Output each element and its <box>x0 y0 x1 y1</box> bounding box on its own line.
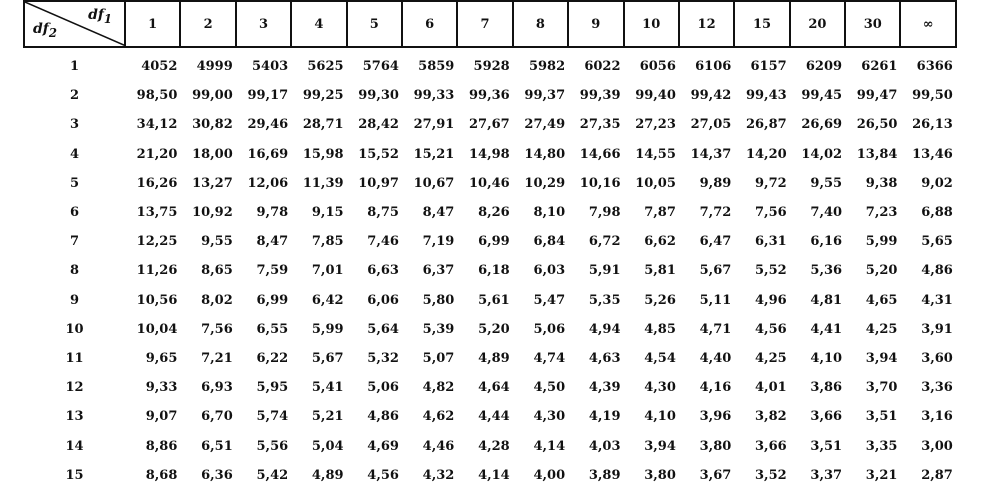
table-row <box>24 461 956 490</box>
table-cell: 5,67 <box>699 263 732 279</box>
table-cell: 5859 <box>418 59 455 75</box>
table-row <box>24 286 956 315</box>
table-cell: 6,84 <box>533 234 566 250</box>
table-cell: 99,43 <box>745 88 787 104</box>
table-cell: 5,56 <box>256 438 289 454</box>
table-cell: 4,85 <box>644 321 676 337</box>
table-cell: 28,71 <box>302 117 344 133</box>
table-cell: 3,51 <box>865 409 898 425</box>
table-cell: 7,59 <box>256 263 289 279</box>
table-cell: 14,20 <box>745 146 787 162</box>
table-body <box>24 47 956 490</box>
table-cell: 4,65 <box>865 292 898 308</box>
table-row <box>24 256 956 285</box>
table-cell: 99,36 <box>469 88 510 104</box>
table-cell: 4,19 <box>588 409 621 425</box>
column-header: 30 <box>845 1 900 47</box>
table-cell: 9,33 <box>145 380 178 396</box>
table-cell: 5,39 <box>422 321 455 337</box>
table-cell: 99,40 <box>635 88 676 104</box>
table-cell: 8,75 <box>367 205 399 221</box>
table-cell: 6,55 <box>256 321 289 337</box>
table-row <box>24 402 956 431</box>
table-row <box>24 373 956 402</box>
row-header: 5 <box>69 175 80 191</box>
table-cell: 99,37 <box>524 88 566 104</box>
table-cell: 3,66 <box>755 438 787 454</box>
row-header: 3 <box>69 117 80 133</box>
table-cell: 18,00 <box>192 146 233 162</box>
table-cell: 6056 <box>639 59 676 75</box>
table-cell: 4,62 <box>422 409 455 425</box>
table-cell: 4,50 <box>533 380 566 396</box>
table-cell: 14,98 <box>469 146 510 162</box>
table-cell: 8,47 <box>422 205 455 221</box>
table-cell: 4,96 <box>755 292 787 308</box>
table-cell: 28,42 <box>358 117 399 133</box>
column-header: 4 <box>291 1 346 47</box>
table-cell: 26,50 <box>856 117 898 133</box>
table-cell: 3,80 <box>644 467 676 483</box>
table-cell: 11,39 <box>302 175 344 191</box>
table-cell: 3,66 <box>810 409 843 425</box>
table-cell: 4,25 <box>755 350 787 366</box>
table-cell: 4,56 <box>367 467 399 483</box>
table-cell: 4,30 <box>644 380 676 396</box>
table-cell: 3,80 <box>699 438 732 454</box>
table-cell: 5403 <box>251 59 289 75</box>
table-cell: 4,86 <box>921 263 953 279</box>
table-cell: 8,26 <box>478 205 510 221</box>
table-cell: 4,82 <box>422 380 455 396</box>
row-header: 10 <box>65 321 84 337</box>
table-cell: 10,04 <box>136 321 178 337</box>
table-cell: 3,89 <box>588 467 621 483</box>
table-cell: 5928 <box>473 59 510 75</box>
table-cell: 6,31 <box>755 234 787 250</box>
table-cell: 26,69 <box>801 117 843 133</box>
table-cell: 10,05 <box>635 175 676 191</box>
table-cell: 15,21 <box>413 146 455 162</box>
table-cell: 4,28 <box>478 438 510 454</box>
table-cell: 5,35 <box>588 292 621 308</box>
table-cell: 4,94 <box>588 321 621 337</box>
table-cell: 6,51 <box>201 438 233 454</box>
table-cell: 14,02 <box>801 146 843 162</box>
table-cell: 9,78 <box>256 205 289 221</box>
header-row <box>24 1 956 47</box>
table-cell: 5,67 <box>311 350 344 366</box>
table-cell: 7,46 <box>367 234 399 250</box>
table-cell: 5,47 <box>533 292 566 308</box>
table-cell: 14,66 <box>579 146 621 162</box>
table-cell: 5,20 <box>865 263 898 279</box>
table-row <box>24 110 956 139</box>
table-row <box>24 81 956 110</box>
table-cell: 6,93 <box>201 380 233 396</box>
table-cell: 5,74 <box>256 409 289 425</box>
table-row <box>24 344 956 373</box>
table-row <box>24 47 956 81</box>
table-cell: 4,31 <box>921 292 953 308</box>
table-cell: 6366 <box>916 59 953 75</box>
table-cell: 7,40 <box>810 205 843 221</box>
table-cell: 15,52 <box>358 146 399 162</box>
table-cell: 4,74 <box>533 350 566 366</box>
table-cell: 10,46 <box>469 175 510 191</box>
table-cell: 8,68 <box>145 467 178 483</box>
table-cell: 4,25 <box>865 321 898 337</box>
table-cell: 7,72 <box>699 205 732 221</box>
table-cell: 13,75 <box>136 205 178 221</box>
table-cell: 7,56 <box>201 321 233 337</box>
table-cell: 16,26 <box>136 175 178 191</box>
row-header: 12 <box>65 380 84 396</box>
table-cell: 6,16 <box>810 234 843 250</box>
table-cell: 6261 <box>861 59 898 75</box>
table-cell: 9,07 <box>145 409 178 425</box>
table-cell: 6022 <box>584 59 621 75</box>
table-cell: 4,16 <box>699 380 732 396</box>
table-cell: 5,99 <box>311 321 344 337</box>
column-header: 2 <box>180 1 235 47</box>
table-cell: 6,72 <box>588 234 621 250</box>
table-cell: 5,06 <box>533 321 566 337</box>
table-cell: 10,92 <box>192 205 233 221</box>
table-cell: 99,30 <box>358 88 399 104</box>
table-cell: 14,37 <box>690 146 732 162</box>
table-cell: 3,52 <box>755 467 787 483</box>
table-cell: 6,36 <box>201 467 233 483</box>
column-header: ∞ <box>900 1 955 47</box>
table-cell: 3,94 <box>865 350 898 366</box>
table-cell: 9,65 <box>145 350 178 366</box>
table-cell: 4,89 <box>478 350 510 366</box>
table-cell: 99,25 <box>302 88 344 104</box>
table-cell: 6,62 <box>644 234 676 250</box>
table-cell: 13,46 <box>912 146 953 162</box>
column-header: 20 <box>790 1 845 47</box>
table-cell: 2,87 <box>921 467 953 483</box>
table-cell: 13,84 <box>856 146 898 162</box>
table-cell: 99,50 <box>912 88 953 104</box>
table-row <box>24 227 956 256</box>
table-cell: 13,27 <box>192 175 233 191</box>
table-cell: 14,80 <box>524 146 566 162</box>
table-cell: 4,30 <box>533 409 566 425</box>
table-cell: 3,86 <box>810 380 843 396</box>
table-cell: 26,13 <box>912 117 953 133</box>
row-header: 1 <box>69 59 80 75</box>
table-cell: 4,69 <box>367 438 399 454</box>
column-header: 3 <box>236 1 291 47</box>
row-header: 2 <box>69 88 80 104</box>
table-cell: 4,01 <box>755 380 787 396</box>
table-cell: 4,40 <box>699 350 732 366</box>
table-cell: 6106 <box>695 59 732 75</box>
table-cell: 99,39 <box>579 88 621 104</box>
table-cell: 3,37 <box>810 467 843 483</box>
table-cell: 10,16 <box>579 175 621 191</box>
row-header: 7 <box>69 234 80 250</box>
table-cell: 10,56 <box>136 292 178 308</box>
table-cell: 29,46 <box>247 117 289 133</box>
table-cell: 12,25 <box>136 234 178 250</box>
corner-cell <box>24 1 125 47</box>
table-row <box>24 169 956 198</box>
table-cell: 6209 <box>805 59 843 75</box>
column-header: 5 <box>347 1 402 47</box>
table-cell: 4,10 <box>810 350 843 366</box>
df1-label: $df_1$ <box>88 7 112 26</box>
table-cell: 7,87 <box>644 205 676 221</box>
table-cell: 5982 <box>528 59 566 75</box>
table-cell: 5,52 <box>755 263 787 279</box>
table-cell: 5,20 <box>478 321 510 337</box>
table-cell: 8,86 <box>145 438 178 454</box>
table-cell: 99,47 <box>856 88 898 104</box>
column-header: 8 <box>513 1 568 47</box>
table-cell: 5,99 <box>865 234 898 250</box>
table-cell: 6,18 <box>478 263 510 279</box>
column-header: 7 <box>457 1 512 47</box>
table-cell: 8,10 <box>533 205 566 221</box>
table-cell: 6,63 <box>367 263 399 279</box>
row-header: 11 <box>65 350 84 366</box>
table-cell: 6,37 <box>422 263 455 279</box>
table-cell: 3,94 <box>644 438 676 454</box>
table-cell: 3,35 <box>865 438 898 454</box>
table-cell: 6157 <box>750 59 787 75</box>
table-cell: 7,56 <box>755 205 787 221</box>
table-cell: 3,21 <box>865 467 898 483</box>
table-cell: 4,00 <box>533 467 566 483</box>
table-cell: 4,14 <box>533 438 566 454</box>
table-cell: 27,23 <box>635 117 676 133</box>
column-header: 9 <box>568 1 623 47</box>
column-header: 12 <box>679 1 734 47</box>
column-header: 10 <box>624 1 679 47</box>
table-cell: 3,91 <box>921 321 953 337</box>
table-cell: 7,23 <box>865 205 898 221</box>
row-header: 15 <box>65 467 84 483</box>
table-cell: 5,11 <box>699 292 732 308</box>
table-cell: 5,64 <box>367 321 399 337</box>
table-cell: 9,15 <box>311 205 344 221</box>
table-cell: 5,21 <box>311 409 344 425</box>
table-cell: 16,69 <box>247 146 289 162</box>
table-cell: 7,21 <box>201 350 233 366</box>
table-cell: 27,49 <box>524 117 566 133</box>
table-cell: 12,06 <box>247 175 289 191</box>
table-cell: 10,67 <box>413 175 455 191</box>
table-cell: 30,82 <box>192 117 233 133</box>
table-cell: 5,80 <box>422 292 455 308</box>
table-cell: 7,85 <box>311 234 344 250</box>
table-cell: 7,01 <box>311 263 344 279</box>
table-cell: 5,26 <box>644 292 676 308</box>
row-header: 8 <box>69 263 80 279</box>
table-cell: 3,36 <box>921 380 953 396</box>
table-cell: 9,89 <box>699 175 732 191</box>
table-cell: 99,17 <box>247 88 289 104</box>
table-row <box>24 315 956 344</box>
table-cell: 4052 <box>141 59 178 75</box>
table-cell: 4,56 <box>755 321 787 337</box>
table-cell: 4,32 <box>422 467 455 483</box>
table-cell: 14,55 <box>635 146 676 162</box>
table-cell: 5625 <box>307 59 344 75</box>
table-cell: 3,16 <box>921 409 953 425</box>
table-cell: 4,86 <box>367 409 399 425</box>
table-cell: 3,82 <box>755 409 787 425</box>
table-cell: 5,04 <box>311 438 344 454</box>
table-cell: 15,98 <box>302 146 344 162</box>
table-cell: 34,12 <box>136 117 178 133</box>
table-cell: 3,96 <box>699 409 732 425</box>
table-cell: 5,95 <box>256 380 289 396</box>
table-cell: 4999 <box>196 59 233 75</box>
table-cell: 5,61 <box>478 292 510 308</box>
df2-label: $df_2$ <box>33 21 57 40</box>
table-cell: 5,91 <box>588 263 621 279</box>
table-cell: 21,20 <box>136 146 178 162</box>
table-cell: 4,14 <box>478 467 510 483</box>
table-cell: 4,64 <box>478 380 510 396</box>
table-cell: 10,29 <box>524 175 566 191</box>
table-row <box>24 198 956 227</box>
table-cell: 6,88 <box>921 205 953 221</box>
table-cell: 9,02 <box>921 175 953 191</box>
table-cell: 3,00 <box>921 438 953 454</box>
table-cell: 6,70 <box>201 409 233 425</box>
table-cell: 5,32 <box>367 350 399 366</box>
column-header: 15 <box>734 1 789 47</box>
table-cell: 4,46 <box>422 438 455 454</box>
table-cell: 4,39 <box>588 380 621 396</box>
row-header: 14 <box>65 438 84 454</box>
table-cell: 9,55 <box>810 175 843 191</box>
table-cell: 8,65 <box>201 263 233 279</box>
table-cell: 4,63 <box>588 350 621 366</box>
table-cell: 6,99 <box>256 292 289 308</box>
table-cell: 4,54 <box>644 350 676 366</box>
table-cell: 5,07 <box>422 350 455 366</box>
table-cell: 5,42 <box>256 467 289 483</box>
table-cell: 5764 <box>362 59 399 75</box>
table-cell: 7,19 <box>422 234 455 250</box>
table-cell: 27,05 <box>690 117 732 133</box>
table-cell: 6,03 <box>533 263 566 279</box>
table-cell: 6,06 <box>367 292 399 308</box>
table-cell: 3,67 <box>699 467 732 483</box>
table-cell: 5,81 <box>644 263 676 279</box>
table-cell: 8,47 <box>256 234 289 250</box>
table-cell: 4,81 <box>810 292 843 308</box>
row-header: 6 <box>69 205 80 221</box>
table-cell: 3,70 <box>865 380 898 396</box>
table-cell: 6,22 <box>256 350 289 366</box>
table-cell: 6,99 <box>478 234 510 250</box>
table-cell: 27,67 <box>469 117 510 133</box>
table-cell: 9,72 <box>755 175 787 191</box>
table-cell: 9,38 <box>865 175 898 191</box>
table-cell: 99,45 <box>801 88 843 104</box>
table-cell: 4,44 <box>478 409 510 425</box>
table-cell: 27,91 <box>413 117 455 133</box>
table-cell: 8,02 <box>201 292 233 308</box>
column-header: 1 <box>125 1 180 47</box>
table-cell: 6,42 <box>311 292 344 308</box>
table-cell: 5,06 <box>367 380 399 396</box>
table-cell: 11,26 <box>136 263 178 279</box>
table-cell: 3,51 <box>810 438 843 454</box>
row-header: 4 <box>69 146 80 162</box>
table-cell: 26,87 <box>745 117 787 133</box>
table-cell: 4,10 <box>644 409 676 425</box>
table-cell: 7,98 <box>588 205 621 221</box>
table-cell: 6,47 <box>699 234 732 250</box>
table-cell: 99,33 <box>413 88 455 104</box>
table-cell: 5,36 <box>810 263 843 279</box>
table-row <box>24 140 956 169</box>
table-cell: 10,97 <box>358 175 399 191</box>
table-cell: 4,89 <box>311 467 344 483</box>
table-cell: 5,65 <box>921 234 953 250</box>
row-header: 9 <box>69 292 80 308</box>
column-header: 6 <box>402 1 457 47</box>
table-cell: 99,00 <box>192 88 233 104</box>
table-row <box>24 431 956 460</box>
table-cell: 4,71 <box>699 321 732 337</box>
table-cell: 99,42 <box>690 88 732 104</box>
table-cell: 9,55 <box>201 234 233 250</box>
table-cell: 4,41 <box>810 321 843 337</box>
row-header: 13 <box>65 409 84 425</box>
table-cell: 4,03 <box>588 438 621 454</box>
table-cell: 98,50 <box>136 88 178 104</box>
table-cell: 3,60 <box>921 350 953 366</box>
table-cell: 27,35 <box>579 117 621 133</box>
f-distribution-table <box>23 0 957 490</box>
table-cell: 5,41 <box>311 380 344 396</box>
